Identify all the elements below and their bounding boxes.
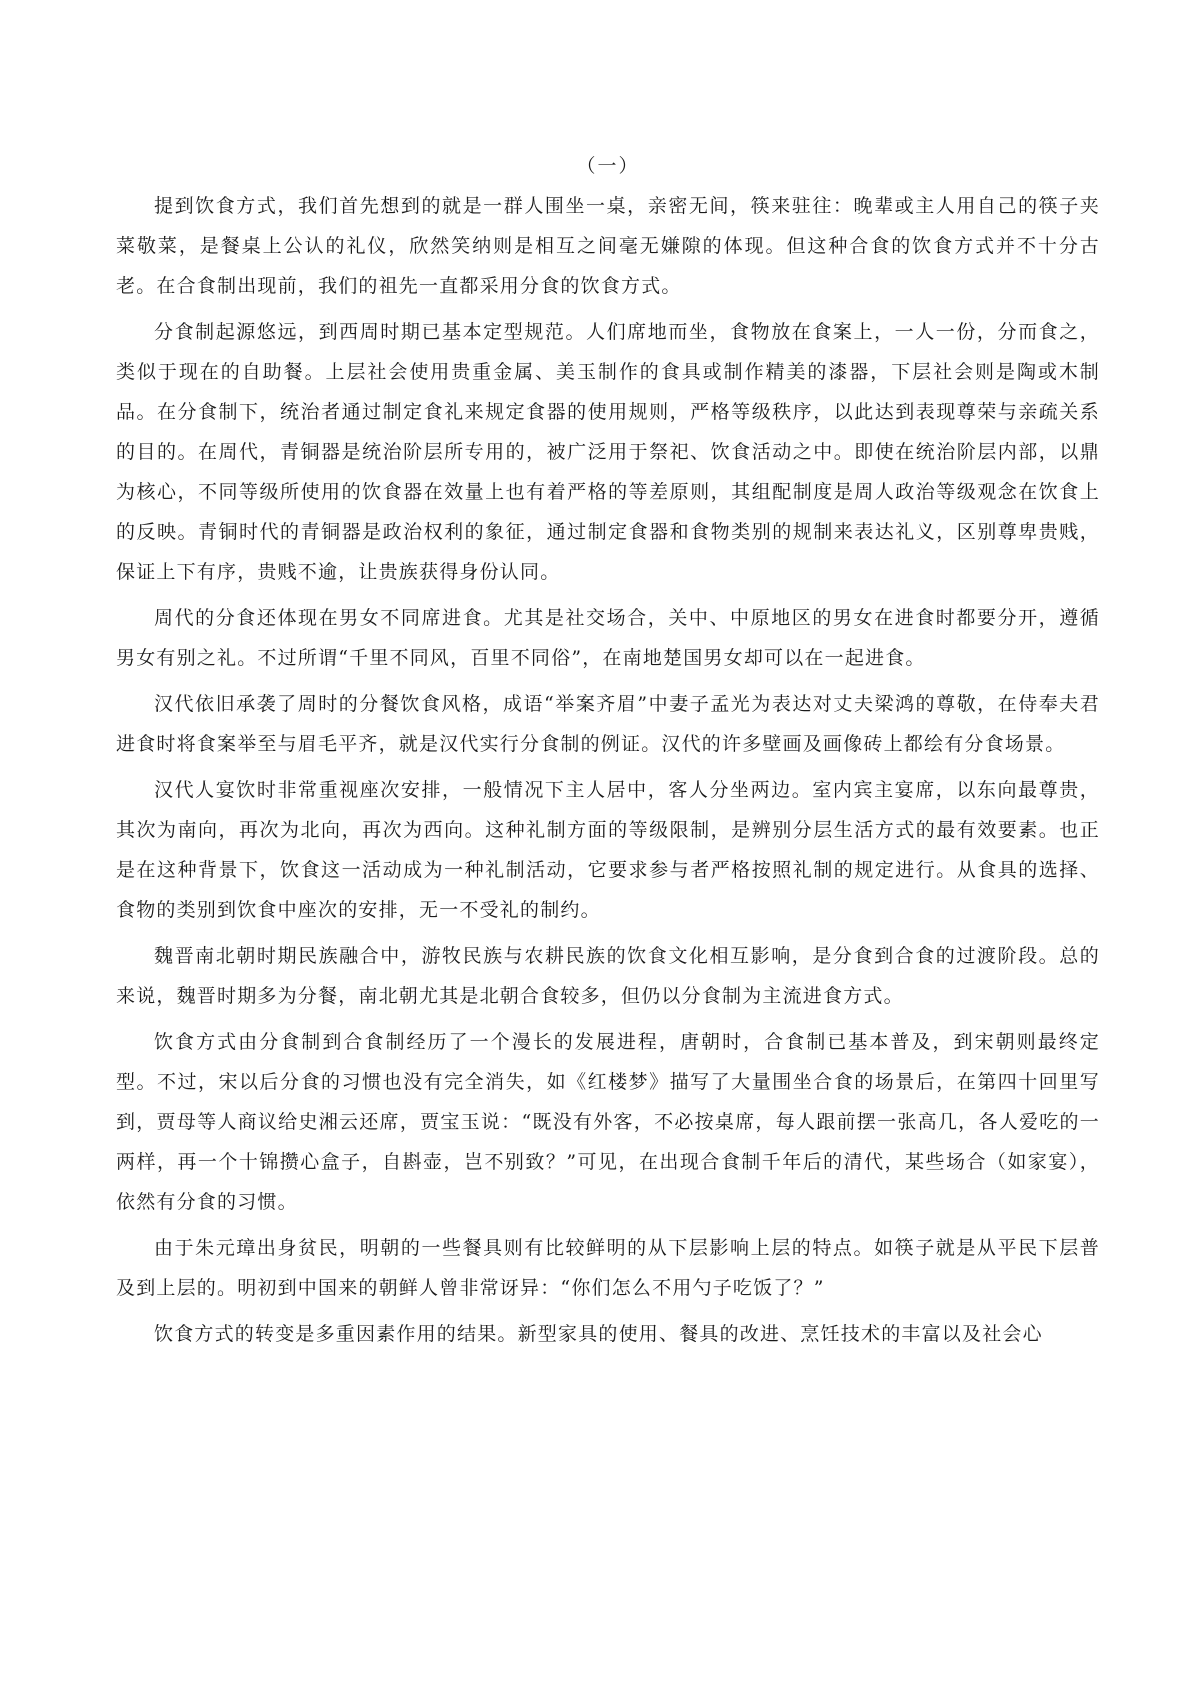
paragraph-conclusion: 饮食方式的转变是多重因素作用的结果。新型家具的使用、餐具的改进、烹饪技术的丰富以及社会心 — [154, 1323, 1043, 1345]
section-title: （一） — [576, 155, 640, 177]
paragraph-zhou-gender: 周代的分食还体现在男女不同席进食。尤其是社交场合，关中、中原地区的男女在进食时都要分开，遵循男女有别之礼。不过所谓“千里不同风，百里不同俗”，在南地楚国男女却可以在一起进食。 — [116, 607, 1100, 669]
paragraph-han-seating: 汉代人宴饮时非常重视座次安排，一般情况下主人居中，客人分坐两边。室内宾主宴席，以东向最尊贵，其次为南向，再次为北向，再次为西向。这种礼制方面的等级限制，是辨别分层生活方式的最有效要素。也正是在这种背景下，饮食这一活动成为一种礼制活动，它要求参与者严格按照礼制的规定进行。从食具的选择、食物的类别到饮食中座次的安排，无一不受礼的制约。 — [116, 779, 1100, 921]
paragraph-tang-song: 饮食方式由分食制到合食制经历了一个漫长的发展进程，唐朝时，合食制已基本普及，到宋朝则最终定型。不过，宋以后分食的习惯也没有完全消失，如《红楼梦》描写了大量围坐合食的场景后，在第四十回里写到，贾母等人商议给史湘云还席，贾宝玉说：“既没有外客，不必按桌席，每人跟前摆一张高几，各人爱吃的一两样，再一个十锦攒心盒子，自斟壶，岂不别致？”可见，在出现合食制千年后的清代，某些场合（如家宴），依然有分食的习惯。 — [116, 1031, 1100, 1213]
paragraph-wei-jin: 魏晋南北朝时期民族融合中，游牧民族与农耕民族的饮食文化相互影响，是分食到合食的过渡阶段。总的来说，魏晋时期多为分餐，南北朝尤其是北朝合食较多，但仍以分食制为主流进食方式。 — [116, 945, 1100, 1007]
paragraph-western-zhou: 分食制起源悠远，到西周时期已基本定型规范。人们席地而坐，食物放在食案上，一人一份，分而食之，类似于现在的自助餐。上层社会使用贵重金属、美玉制作的食具或制作精美的漆器，下层社会则是陶或木制品。在分食制下，统治者通过制定食礼来规定食器的使用规则，严格等级秩序，以此达到表现尊荣与亲疏关系的目的。在周代，青铜器是统治阶层所专用的，被广泛用于祭祀、饮食活动之中。即使在统治阶层内部，以鼎为核心，不同等级所使用的饮食器在效量上也有着严格的等差原则，其组配制度是周人政治等级观念在饮食上的反映。青铜时代的青铜器是政治权利的象征，通过制定食器和食物类别的规制来表达礼义，区别尊卑贵贱，保证上下有序，贵贱不逾，让贵族获得身份认同。 — [116, 321, 1100, 583]
paragraph-ming: 由于朱元璋出身贫民，明朝的一些餐具则有比较鲜明的从下层影响上层的特点。如筷子就是从平民下层普及到上层的。明初到中国来的朝鲜人曾非常讶异：“你们怎么不用勺子吃饭了？” — [116, 1237, 1100, 1299]
paragraph-han-dynasty: 汉代依旧承袭了周时的分餐饮食风格，成语“举案齐眉”中妻子孟光为表达对丈夫梁鸿的尊敬，在侍奉夫君进食时将食案举至与眉毛平齐，就是汉代实行分食制的例证。汉代的许多壁画及画像砖上都绘有分食场景。 — [116, 693, 1100, 755]
paragraph-intro: 提到饮食方式，我们首先想到的就是一群人围坐一桌，亲密无间，筷来驻往：晚辈或主人用自己的筷子夹菜敬菜，是餐桌上公认的礼仪，欣然笑纳则是相互之间毫无嫌隙的体现。但这种合食的饮食方式并不十分古老。在合食制出现前，我们的祖先一直都采用分食的饮食方式。 — [116, 195, 1100, 297]
